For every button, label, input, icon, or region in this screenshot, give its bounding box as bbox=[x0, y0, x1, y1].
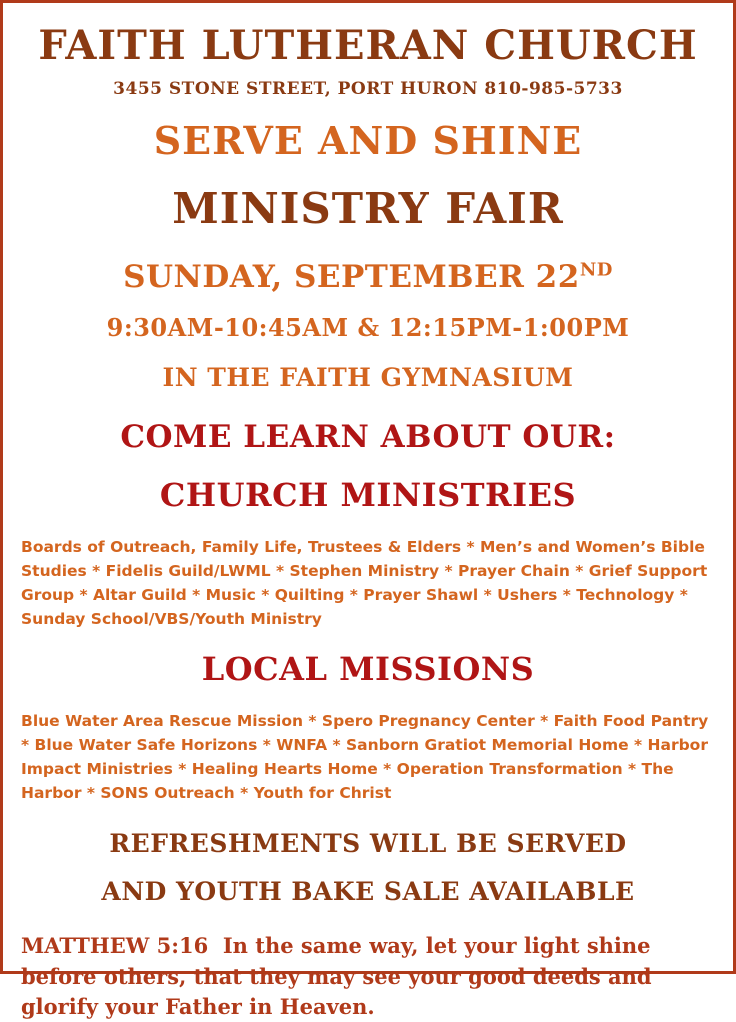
event-location: IN THE FAITH GYMNASIUM bbox=[162, 362, 574, 392]
refreshments-line: REFRESHMENTS WILL BE SERVED bbox=[109, 828, 627, 858]
scripture-verse bbox=[21, 931, 711, 1022]
church-ministries-list: Boards of Outreach, Family Life, Trustees & Elders * Men’s and Women’s Bible Studies * Fidelis Guild/LWML * Stephen Ministry * Prayer Chain * Grief Support Group * Altar Guild * Music * Quilting * Prayer Shawl * Ushers * Technology * Sunday School/VBS/Youth Ministry bbox=[21, 537, 708, 628]
event-date-ordinal: ND bbox=[579, 259, 613, 281]
verse-reference: MATTHEW 5:16 bbox=[21, 933, 209, 959]
church-name: FAITH LUTHERAN CHURCH bbox=[38, 22, 698, 69]
church-ministries-heading: CHURCH MINISTRIES bbox=[159, 476, 577, 515]
event-title: SERVE AND SHINE bbox=[153, 117, 583, 163]
event-subtitle: MINISTRY FAIR bbox=[172, 183, 564, 233]
event-date bbox=[17, 258, 719, 295]
local-missions-heading: LOCAL MISSIONS bbox=[201, 650, 535, 689]
church-address: 3455 STONE STREET, PORT HURON 810-985-5733 bbox=[113, 79, 623, 99]
event-times: 9:30AM-10:45AM & 12:15PM-1:00PM bbox=[106, 313, 630, 343]
event-date-text: SUNDAY, SEPTEMBER 22 bbox=[123, 258, 580, 295]
flyer-content bbox=[3, 3, 733, 1022]
local-missions-list: Blue Water Area Rescue Mission * Spero Pregnancy Center * Faith Food Pantry * Blue Water Safe Horizons * WNFA * Sanborn Gratiot Memorial Home * Harbor Impact Ministries * Healing Hearts Home * Operation Transformation * The Harbor * SONS Outreach * Youth for Christ bbox=[21, 711, 709, 802]
bake-sale-line: AND YOUTH BAKE SALE AVAILABLE bbox=[101, 876, 635, 906]
verse-text: In the same way, let your light shine before others, that they may see your good deeds and glorify your Father in Heaven. bbox=[21, 933, 652, 1020]
come-learn-heading: COME LEARN ABOUT OUR: bbox=[120, 418, 616, 455]
